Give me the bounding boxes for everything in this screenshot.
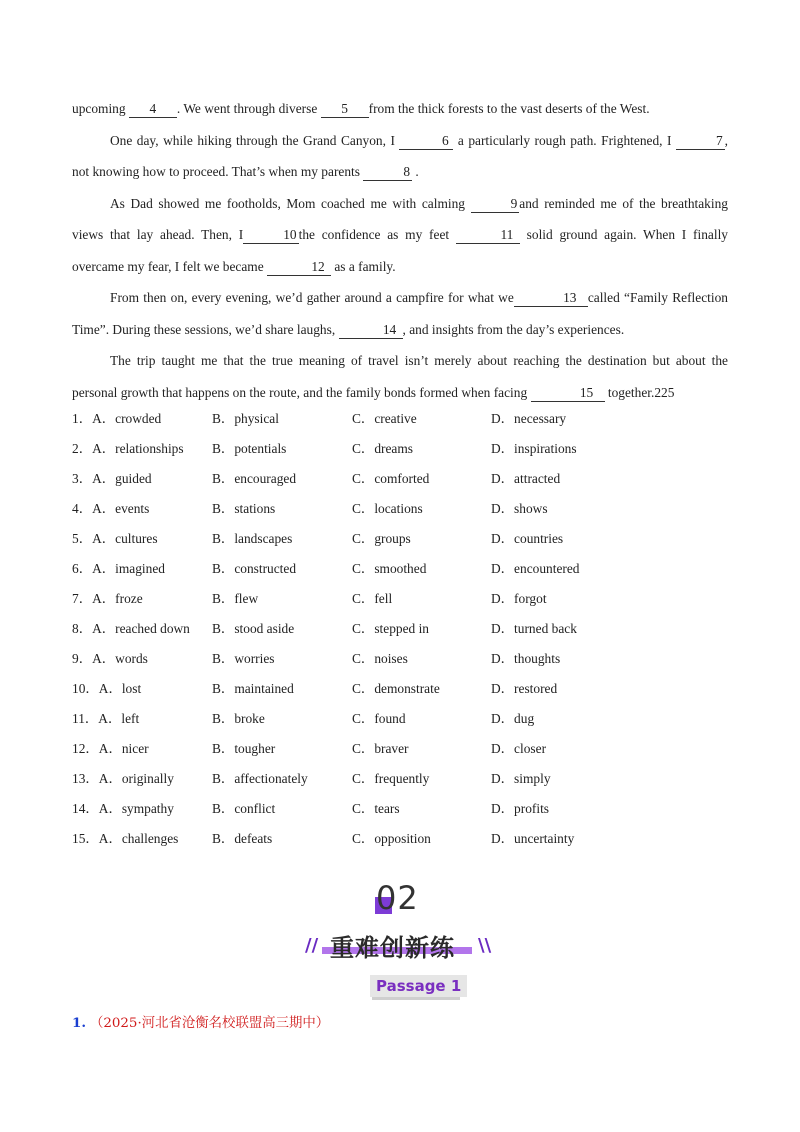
text: a particularly rough path. Frightened, I bbox=[453, 132, 676, 148]
passage-paragraph-2 bbox=[72, 125, 728, 188]
blank-4: 4 bbox=[129, 101, 177, 118]
blank-6: 6 bbox=[399, 133, 453, 150]
option-c: C．locations bbox=[352, 500, 423, 516]
option-d: D．simply bbox=[491, 770, 551, 786]
source-text: （2025·河北省沧衡名校联盟高三期中） bbox=[89, 1016, 330, 1031]
passage-paragraph-4 bbox=[72, 282, 728, 345]
text: called “Family Reflection Time”. During these sessions, we’d share laughs, bbox=[72, 290, 728, 337]
option-row bbox=[72, 552, 728, 582]
passage-tag: Passage 1 bbox=[370, 975, 467, 997]
option-row bbox=[72, 522, 728, 552]
option-d: D．uncertainty bbox=[491, 830, 575, 846]
option-c: C．found bbox=[352, 710, 406, 726]
text: . bbox=[412, 164, 419, 179]
option-a: 3．A．guided bbox=[72, 470, 152, 486]
passage-paragraph-5 bbox=[72, 345, 728, 408]
option-row bbox=[72, 402, 728, 432]
text: , not knowing how to proceed. That’s when my parents bbox=[72, 132, 728, 179]
blank-7: 7 bbox=[676, 133, 725, 150]
text: and reminded me of the breathtaking views that lay ahead. Then, I bbox=[72, 195, 728, 242]
option-a: 9．A．words bbox=[72, 650, 148, 666]
option-d: D．countries bbox=[491, 530, 564, 546]
option-row bbox=[72, 702, 728, 732]
option-b: B．potentials bbox=[212, 440, 287, 456]
option-a: 8．A．reached down bbox=[72, 620, 190, 636]
blank-8: 8 bbox=[363, 164, 412, 181]
blank-11: 11 bbox=[456, 227, 520, 244]
option-d: D．forgot bbox=[491, 590, 547, 606]
option-c: C．opposition bbox=[352, 830, 431, 846]
option-c: C．comforted bbox=[352, 470, 430, 486]
option-row bbox=[72, 792, 728, 822]
option-b: B．stations bbox=[212, 500, 276, 516]
text: One day, while hiking through the Grand Canyon, I bbox=[110, 132, 400, 148]
question-number: 1. bbox=[72, 1015, 86, 1031]
option-a: 10．A．lost bbox=[72, 680, 142, 696]
option-d: D．attracted bbox=[491, 470, 561, 486]
option-c: C．fell bbox=[352, 590, 393, 606]
option-c: C．noises bbox=[352, 650, 408, 666]
option-a: 1．A．crowded bbox=[72, 410, 162, 426]
option-a: 6．A．imagined bbox=[72, 560, 165, 576]
section-number: 02 bbox=[376, 879, 419, 917]
text: From then on, every evening, we’d gather around a campfire for what we bbox=[110, 290, 514, 305]
option-c: C．frequently bbox=[352, 770, 430, 786]
option-a: 11．A．left bbox=[72, 710, 140, 726]
option-row bbox=[72, 492, 728, 522]
option-d: D．restored bbox=[491, 680, 558, 696]
option-a: 2．A．relationships bbox=[72, 440, 184, 456]
text: as a family. bbox=[331, 258, 396, 274]
option-row bbox=[72, 462, 728, 492]
option-row bbox=[72, 732, 728, 762]
option-a: 5．A．cultures bbox=[72, 530, 158, 546]
option-c: C．dreams bbox=[352, 440, 413, 456]
option-d: D．profits bbox=[491, 800, 550, 816]
option-row bbox=[72, 822, 728, 852]
option-c: C．tears bbox=[352, 800, 400, 816]
text: together.225 bbox=[604, 384, 675, 400]
blank-14: 14 bbox=[339, 322, 403, 339]
option-b: B．conflict bbox=[212, 800, 276, 816]
option-b: B．tougher bbox=[212, 740, 276, 756]
blank-10: 10 bbox=[243, 227, 298, 244]
answer-options bbox=[72, 402, 728, 852]
text: upcoming bbox=[72, 101, 129, 116]
slash-decoration-right: \\ bbox=[478, 935, 492, 956]
option-c: C．demonstrate bbox=[352, 680, 440, 696]
blank-12: 12 bbox=[267, 259, 331, 276]
option-c: C．creative bbox=[352, 410, 417, 426]
option-d: D．thoughts bbox=[491, 650, 561, 666]
option-b: B．flew bbox=[212, 590, 259, 606]
option-d: D．shows bbox=[491, 500, 548, 516]
text: The trip taught me that the true meaning of travel isn’t merely about reaching the destination but about the personal growth that happens on the route, and the family bonds formed when facing bbox=[72, 353, 728, 400]
option-b: B．worries bbox=[212, 650, 275, 666]
option-d: D．inspirations bbox=[491, 440, 577, 456]
option-row bbox=[72, 432, 728, 462]
passage-paragraph-3 bbox=[72, 188, 728, 283]
option-d: D．dug bbox=[491, 710, 535, 726]
option-a: 12．A．nicer bbox=[72, 740, 149, 756]
option-b: B．landscapes bbox=[212, 530, 293, 546]
option-d: D．closer bbox=[491, 740, 547, 756]
option-c: C．stepped in bbox=[352, 620, 429, 636]
option-a: 7．A．froze bbox=[72, 590, 143, 606]
blank-5: 5 bbox=[321, 101, 369, 118]
option-b: B．constructed bbox=[212, 560, 297, 576]
passage-line-1 bbox=[72, 93, 728, 125]
option-b: B．affectionately bbox=[212, 770, 308, 786]
question-source bbox=[72, 1012, 329, 1031]
option-b: B．stood aside bbox=[212, 620, 295, 636]
option-a: 13．A．originally bbox=[72, 770, 174, 786]
option-row bbox=[72, 642, 728, 672]
option-row bbox=[72, 762, 728, 792]
option-b: B．broke bbox=[212, 710, 265, 726]
option-b: B．encouraged bbox=[212, 470, 297, 486]
option-c: C．braver bbox=[352, 740, 409, 756]
option-d: D．necessary bbox=[491, 410, 567, 426]
option-row bbox=[72, 672, 728, 702]
option-row bbox=[72, 612, 728, 642]
slash-decoration-left: // bbox=[305, 935, 319, 956]
option-c: C．smoothed bbox=[352, 560, 427, 576]
blank-9: 9 bbox=[471, 196, 520, 213]
option-b: B．defeats bbox=[212, 830, 273, 846]
option-d: D．turned back bbox=[491, 620, 577, 636]
blank-15: 15 bbox=[531, 385, 605, 402]
text: . We went through diverse bbox=[176, 101, 321, 116]
text: from the thick forests to the vast deserts of the West. bbox=[368, 101, 650, 116]
section-title: 重难创新练 bbox=[330, 934, 455, 962]
text: the confidence as my feet bbox=[298, 227, 456, 242]
option-b: B．physical bbox=[212, 410, 279, 426]
option-a: 4．A．events bbox=[72, 500, 150, 516]
option-a: 14．A．sympathy bbox=[72, 800, 174, 816]
text: , and insights from the day’s experiences. bbox=[402, 321, 625, 337]
option-d: D．encountered bbox=[491, 560, 580, 576]
option-b: B．maintained bbox=[212, 680, 294, 696]
option-row bbox=[72, 582, 728, 612]
option-a: 15．A．challenges bbox=[72, 830, 179, 846]
text: solid ground again. When I finally overcame my fear, I felt we became bbox=[72, 227, 728, 274]
cloze-passage bbox=[72, 93, 728, 408]
text: As Dad showed me footholds, Mom coached me with calming bbox=[110, 195, 471, 211]
option-c: C．groups bbox=[352, 530, 411, 546]
blank-13: 13 bbox=[514, 290, 588, 307]
